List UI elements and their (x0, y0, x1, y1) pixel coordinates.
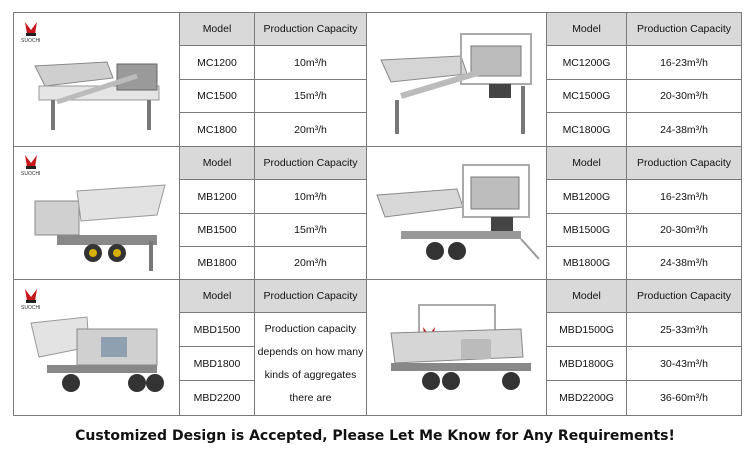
table-cell-model: MBD1500 (180, 313, 255, 347)
mbd-plant-image (14, 280, 180, 416)
table-cell-capacity: 10m³/h (255, 46, 367, 80)
header-model: Model (180, 280, 255, 313)
svg-text:SUOCHI: SUOCHI (20, 171, 40, 177)
mc-plant-image (14, 13, 180, 147)
capacity-note: Production capacity depends on how many kinds of aggregates there are (255, 313, 367, 416)
table-cell-model: MC1800G (547, 113, 627, 147)
table-cell-model: MC1200 (180, 46, 255, 80)
table-cell-model: MB1800G (547, 247, 627, 280)
header-capacity: Production Capacity (627, 280, 742, 313)
footer-note: Customized Design is Accepted, Please Let Me Know for Any Requirements! (75, 428, 675, 444)
header-capacity: Production Capacity (627, 147, 742, 180)
header-model: Model (547, 147, 627, 180)
header-capacity: Production Capacity (255, 147, 367, 180)
table-cell-capacity: 25-33m³/h (627, 313, 742, 347)
mbdg-plant-image (367, 280, 547, 416)
mbg-plant-image (367, 147, 547, 280)
header-capacity: Production Capacity (255, 13, 367, 46)
table-cell-capacity: 20-30m³/h (627, 214, 742, 247)
header-capacity: Production Capacity (627, 13, 742, 46)
table-cell-capacity: 10m³/h (255, 180, 367, 214)
table-cell-model: MC1500G (547, 80, 627, 113)
table-cell-capacity: 20-30m³/h (627, 80, 742, 113)
table-cell-capacity: 30-43m³/h (627, 347, 742, 381)
table-cell-model: MB1500 (180, 214, 255, 247)
table-cell-capacity: 16-23m³/h (627, 180, 742, 214)
brand-logo (21, 22, 40, 44)
table-cell-model: MC1500 (180, 80, 255, 113)
table-cell-model: MB1200G (547, 180, 627, 214)
table-cell-capacity: 15m³/h (255, 80, 367, 113)
table-cell-capacity: 24-38m³/h (627, 113, 742, 147)
table-cell-model: MBD1800 (180, 347, 255, 381)
header-model: Model (180, 13, 255, 46)
brand-logo (21, 289, 40, 311)
table-cell-capacity: 20m³/h (255, 113, 367, 147)
table-cell-model: MC1200G (547, 46, 627, 80)
table-cell-capacity: 36-60m³/h (627, 381, 742, 416)
product-spec-table (13, 12, 742, 416)
mcg-plant-image (367, 13, 547, 147)
brand-logo (21, 155, 40, 177)
table-cell-capacity: 15m³/h (255, 214, 367, 247)
table-cell-model: MBD1800G (547, 347, 627, 381)
table-cell-model: MBD2200G (547, 381, 627, 416)
table-cell-model: MB1500G (547, 214, 627, 247)
svg-text:SUOCHI: SUOCHI (20, 304, 40, 311)
header-model: Model (547, 13, 627, 46)
table-cell-model: MB1800 (180, 247, 255, 280)
mb-plant-image (14, 147, 180, 280)
table-cell-model: MBD2200 (180, 381, 255, 416)
table-cell-model: MC1800 (180, 113, 255, 147)
table-cell-model: MB1200 (180, 180, 255, 214)
header-capacity: Production Capacity (255, 280, 367, 313)
header-model: Model (547, 280, 627, 313)
svg-text:SUOCHI: SUOCHI (20, 37, 40, 44)
table-cell-capacity: 16-23m³/h (627, 46, 742, 80)
table-cell-capacity: 24-38m³/h (627, 247, 742, 280)
table-cell-model: MBD1500G (547, 313, 627, 347)
table-cell-capacity: 20m³/h (255, 247, 367, 280)
header-model: Model (180, 147, 255, 180)
